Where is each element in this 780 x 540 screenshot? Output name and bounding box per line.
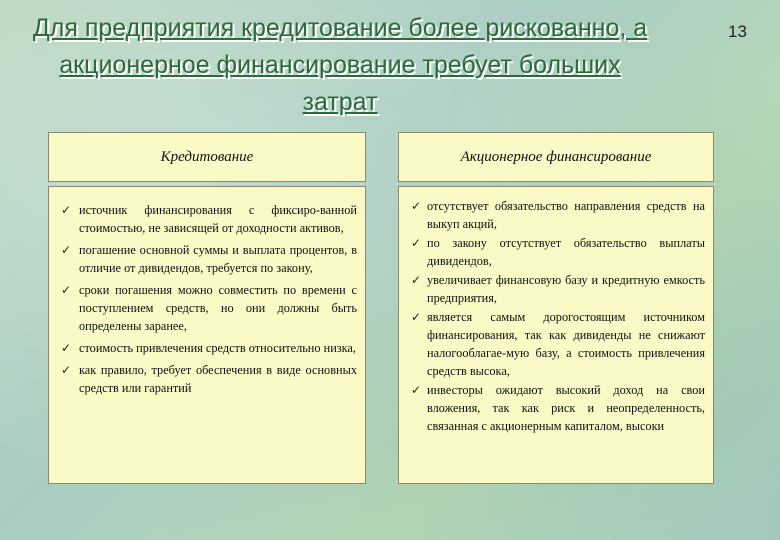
checkmark-icon: ✓ [411,273,422,287]
checkmark-icon: ✓ [61,283,72,297]
equity-item: ✓ является самым дорогостоящим источником финансирования, так как дивиденды не снижают налогооблагае-мую базу, а стоимость привлечения средств высока, [411,310,705,378]
page-number: 13 [728,22,747,41]
equity-item: ✓ отсутствует обязательство направления средств на выкуп акций, [411,199,705,231]
credit-header: Кредитование [160,148,254,165]
equity-item: ✓ по закону отсутствует обязательство выплаты дивидендов, [411,236,705,268]
credit-item: ✓ сроки погашения можно совместить по времени с поступлением средств, но они должны быть определены заранее, [61,283,357,333]
checkmark-icon: ✓ [61,243,72,257]
credit-header-box [48,132,366,182]
checkmark-icon: ✓ [411,310,422,324]
checkmark-icon: ✓ [411,199,422,213]
checkmark-icon: ✓ [61,203,72,217]
credit-item: ✓ как правило, требует обеспечения в виде основных средств или гарантий [61,363,357,395]
slide-title: Для предприятия кредитование более рискованно, а акционерное финансирование требует больших затрат [32,14,648,116]
equity-item: ✓ инвесторы ожидают высокий доход на свои вложения, так как риск и неопределенность, связанная с акционерным капиталом, высоки [411,383,705,433]
equity-list [411,197,705,435]
credit-list-box [48,186,366,484]
credit-item: ✓ стоимость привлечения средств относительно низка, [61,341,356,355]
equity-item: ✓ увеличивает финансовую базу и кредитную емкость предприятия, [411,273,705,305]
credit-item: ✓ источник финансирования с фиксиро-ванной стоимостью, не зависящей от доходности активов, [61,203,357,235]
checkmark-icon: ✓ [411,236,422,250]
credit-item: ✓ погашение основной суммы и выплата процентов, в отличие от дивидендов, требуется по закону, [61,243,357,275]
credit-list [61,201,357,397]
checkmark-icon: ✓ [61,341,72,355]
checkmark-icon: ✓ [61,363,72,377]
equity-header-box [398,132,714,182]
checkmark-icon: ✓ [411,383,422,397]
equity-list-box [398,186,714,484]
equity-header: Акционерное финансирование [460,148,652,165]
